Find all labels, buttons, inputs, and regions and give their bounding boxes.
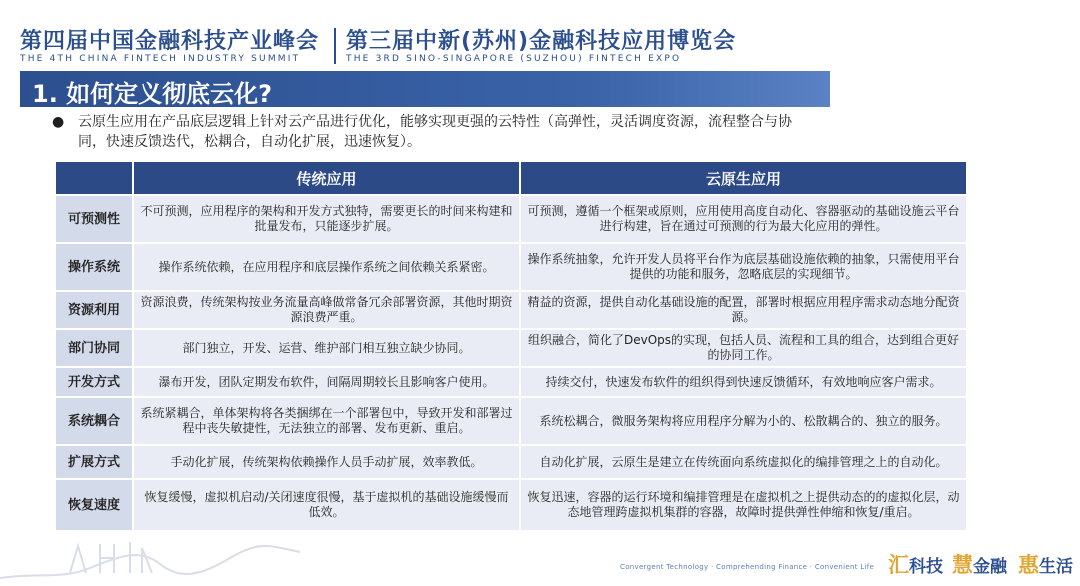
table-row bbox=[56, 368, 966, 396]
row-traditional: 手动化扩展，传统架构依赖操作人员手动扩展，效率教低。 bbox=[134, 446, 519, 478]
conference-2-subtitle: THE 3RD SINO-SINGAPORE (SUZHOU) FINTECH EXPO bbox=[346, 54, 682, 64]
conference-2-title: 第三届中新(苏州)金融科技应用博览会 bbox=[346, 29, 737, 54]
row-aspect: 开发方式 bbox=[56, 368, 132, 396]
row-aspect: 系统耦合 bbox=[56, 398, 132, 444]
table-row bbox=[56, 292, 966, 328]
conference-1-title: 第四届中国金融科技产业峰会 bbox=[20, 29, 320, 54]
row-cloud-native: 组织融合，简化了DevOps的实现，包括人员、流程和工具的组合，达到组合更好的协同工作。 bbox=[521, 330, 966, 366]
row-traditional: 恢复缓慢，虚拟机启动/关闭速度很慢，基于虚拟机的基础设施缓慢而低效。 bbox=[134, 480, 519, 530]
slide-title-bar bbox=[20, 71, 830, 107]
brand-slogan-life: 惠生活 bbox=[1018, 553, 1073, 577]
slide-title: 1. 如何定义彻底云化? bbox=[32, 80, 273, 108]
row-aspect: 部门协同 bbox=[56, 330, 132, 366]
bullet-dot-icon: ● bbox=[52, 114, 65, 130]
row-cloud-native: 精益的资源，提供自动化基础设施的配置，部署时根据应用程序需求动态地分配资源。 bbox=[521, 292, 966, 328]
conference-header bbox=[0, 0, 1080, 68]
row-traditional: 操作系统依赖，在应用程序和底层操作系统之间依赖关系紧密。 bbox=[134, 244, 519, 290]
conference-1-subtitle: THE 4TH CHINA FINTECH INDUSTRY SUMMIT bbox=[20, 54, 301, 64]
row-cloud-native: 可预测，遵循一个框架或原则，应用使用高度自动化、容器驱动的基础设施云平台进行构建，旨在通过可预测的行为最大化应用的弹性。 bbox=[521, 196, 966, 242]
row-traditional: 瀑布开发，团队定期发布软件，间隔周期较长且影响客户使用。 bbox=[134, 368, 519, 396]
row-aspect: 可预测性 bbox=[56, 196, 132, 242]
bullet-text: 云原生应用在产品底层逻辑上针对云产品进行优化，能够实现更强的云特性（高弹性，灵活调度资源，流程整合与协同，快速反馈迭代，松耦合，自动化扩展，迅速恢复）。 bbox=[78, 114, 792, 150]
row-cloud-native: 系统松耦合，微服务架构将应用程序分解为小的、松散耦合的、独立的服务。 bbox=[521, 398, 966, 444]
row-traditional: 部门独立，开发、运营、维护部门相互独立缺少协同。 bbox=[134, 330, 519, 366]
brand-slogan-tech: 汇科技 bbox=[888, 553, 943, 577]
table-row bbox=[56, 398, 966, 444]
table-row bbox=[56, 480, 966, 530]
table-header-cloud-native: 云原生应用 bbox=[521, 162, 966, 194]
table-row bbox=[56, 330, 966, 366]
row-cloud-native: 自动化扩展，云原生是建立在传统面向系统虚拟化的编排管理之上的自动化。 bbox=[521, 446, 966, 478]
table-row bbox=[56, 196, 966, 242]
row-traditional: 不可预测，应用程序的架构和开发方式独特，需要更长的时间来构建和批量发布，只能逐步扩展。 bbox=[134, 196, 519, 242]
header-divider bbox=[334, 28, 336, 64]
row-cloud-native: 持续交付，快速发布软件的组织得到快速反馈循环，有效地响应客户需求。 bbox=[521, 368, 966, 396]
comparison-table bbox=[54, 160, 968, 532]
footer-tagline: Convergent Technology · Comprehending Finance · Convenient Life bbox=[620, 563, 875, 571]
table-header-traditional: 传统应用 bbox=[134, 162, 519, 194]
row-aspect: 资源利用 bbox=[56, 292, 132, 328]
row-traditional: 系统紧耦合，单体架构将各类捆绑在一个部署包中，导致开发和部署过程中丧失敏捷性，无法独立的部署、发布更新、重启。 bbox=[134, 398, 519, 444]
row-aspect: 操作系统 bbox=[56, 244, 132, 290]
row-cloud-native: 恢复迅速，容器的运行环境和编排管理是在虚拟机之上提供动态的的虚拟化层，动态地管理跨虚拟机集群的容器，故障时提供弹性伸缩和恢复/重启。 bbox=[521, 480, 966, 530]
row-aspect: 恢复速度 bbox=[56, 480, 132, 530]
row-aspect: 扩展方式 bbox=[56, 446, 132, 478]
row-traditional: 资源浪费，传统架构按业务流量高峰做常备冗余部署资源，其他时期资源浪费严重。 bbox=[134, 292, 519, 328]
table-header-corner bbox=[56, 162, 132, 194]
table-row bbox=[56, 446, 966, 478]
brand-slogan-finance: 慧金融 bbox=[952, 553, 1007, 577]
row-cloud-native: 操作系统抽象，允许开发人员将平台作为底层基础设施依赖的抽象，只需使用平台提供的功能和服务，忽略底层的实现细节。 bbox=[521, 244, 966, 290]
table-row bbox=[56, 244, 966, 290]
decorative-line-art-icon bbox=[0, 528, 300, 586]
table-header-row bbox=[56, 162, 966, 194]
